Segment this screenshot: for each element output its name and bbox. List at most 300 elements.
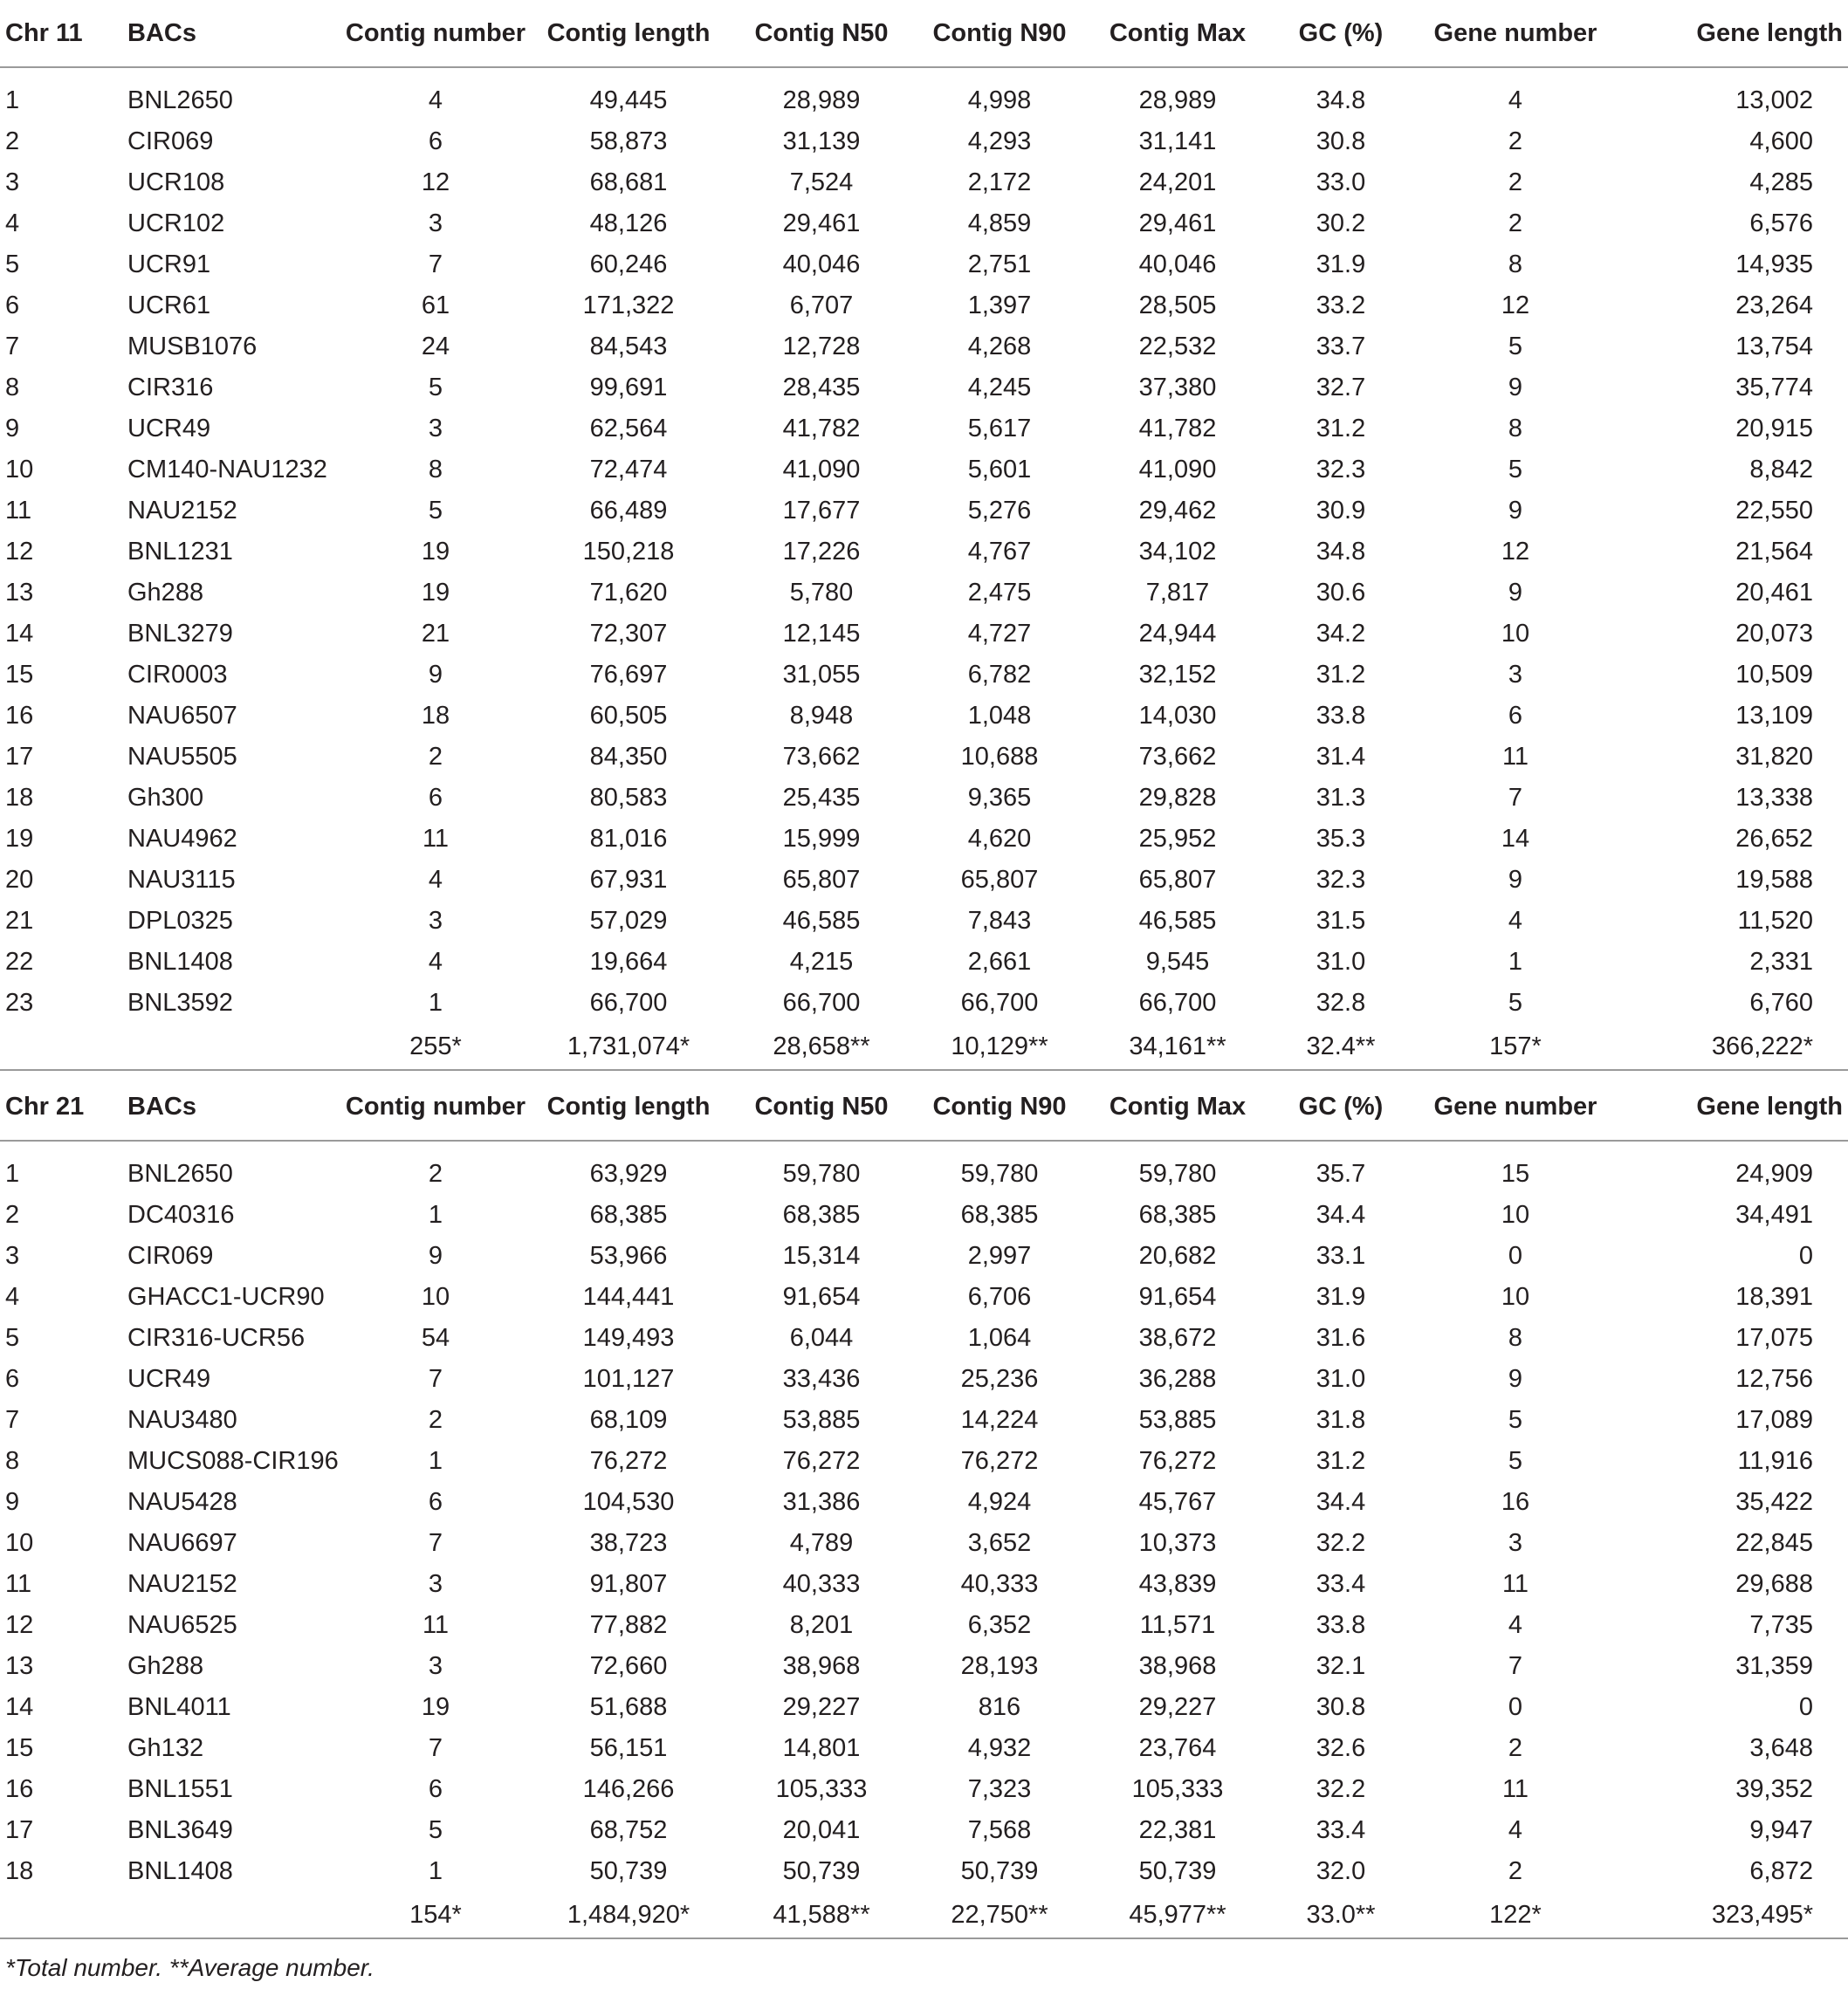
- contig-number-cell: 4: [428, 86, 443, 114]
- contig-n50-cell: 53,885: [782, 1406, 861, 1434]
- bac-cell: Gh288: [127, 579, 204, 607]
- contig-max-cell: 53,885: [1138, 1406, 1217, 1434]
- contig-max-cell: 38,672: [1138, 1324, 1217, 1352]
- row-number-cell: 2: [5, 127, 20, 155]
- contig-max-cell: 29,227: [1138, 1693, 1217, 1721]
- gene-number-cell: 14: [1501, 825, 1530, 853]
- gene-length-cell: 0: [1798, 1693, 1813, 1721]
- contig-n50-cell: 31,055: [782, 661, 861, 689]
- bac-cell: BNL2650: [127, 1160, 233, 1188]
- contig-n50-cell: 46,585: [782, 907, 861, 935]
- row-number-cell: 8: [5, 1447, 20, 1475]
- table-row: [0, 1359, 1848, 1400]
- contig-length-cell: 104,530: [582, 1488, 675, 1516]
- contig-length-cell: 19,664: [589, 948, 668, 976]
- row-number-cell: 7: [5, 333, 20, 360]
- row-number-cell: 8: [5, 374, 20, 401]
- contig-length-cell: 171,322: [582, 291, 675, 319]
- contig-n50-cell: 68,385: [782, 1201, 861, 1229]
- contig-n50-cell: 59,780: [782, 1160, 861, 1188]
- row-number-cell: 15: [5, 661, 34, 689]
- gc-cell: 31.0: [1316, 948, 1366, 976]
- contig-n90-cell: 6,352: [967, 1611, 1032, 1639]
- contig-n90-cell: 5,276: [967, 497, 1032, 525]
- contig-max-cell: 45,767: [1138, 1488, 1217, 1516]
- table-row: [0, 942, 1848, 983]
- gc-cell: 30.8: [1316, 127, 1366, 155]
- contig-n90-cell: 4,727: [967, 620, 1032, 648]
- gene-number-cell: 16: [1501, 1488, 1530, 1516]
- bac-cell: BNL1408: [127, 1857, 233, 1885]
- bac-cell: BNL1408: [127, 948, 233, 976]
- gene-length-cell: 6,760: [1749, 989, 1813, 1017]
- total-row-number-cell: [0, 1892, 127, 1938]
- row-number-cell: 17: [5, 1816, 34, 1844]
- gene-number-cell: 2: [1508, 209, 1523, 237]
- contig-n50-header: Contig N50: [728, 1073, 915, 1141]
- bac-cell: CIR069: [127, 127, 214, 155]
- contig-max-cell: 7,817: [1145, 579, 1210, 607]
- contig-max-cell: 24,944: [1138, 620, 1217, 648]
- bac-cell: CIR0003: [127, 661, 228, 689]
- bac-cell: DPL0325: [127, 907, 233, 935]
- contig-number-cell: 3: [428, 209, 443, 237]
- bac-cell: BNL2650: [127, 86, 233, 114]
- gc-cell: 32.2: [1316, 1775, 1366, 1803]
- bac-cell: BNL1551: [127, 1775, 233, 1803]
- contig-number-header: Contig number: [342, 0, 529, 67]
- contig-n90-cell: 4,924: [967, 1488, 1032, 1516]
- gene-length-cell: 14,935: [1735, 250, 1813, 278]
- gene-length-cell: 6,872: [1749, 1857, 1813, 1885]
- gene-length-cell: 31,820: [1735, 743, 1813, 771]
- contig-length-cell: 144,441: [582, 1283, 675, 1311]
- gene-length-cell: 18,391: [1735, 1283, 1813, 1311]
- contig-n90-cell: 6,706: [967, 1283, 1032, 1311]
- contig-n90-cell: 68,385: [960, 1201, 1039, 1229]
- table-row: [0, 1687, 1848, 1728]
- gc-cell: 30.9: [1316, 497, 1366, 525]
- contig-number-cell: 61: [421, 291, 450, 319]
- contig-length-cell: 149,493: [582, 1324, 675, 1352]
- contig-n50-cell: 6,707: [789, 291, 854, 319]
- gene-length-cell: 22,550: [1735, 497, 1813, 525]
- contig-length-cell: 60,246: [589, 250, 668, 278]
- gc-cell: 31.2: [1316, 1447, 1366, 1475]
- table-row: [0, 408, 1848, 449]
- gene-length-cell: 29,688: [1735, 1570, 1813, 1598]
- gene-length-cell: 35,774: [1735, 374, 1813, 401]
- bac-cell: Gh300: [127, 784, 204, 812]
- contig-number-cell: 2: [428, 1406, 443, 1434]
- bac-cell: UCR102: [127, 209, 225, 237]
- total-gene-length-cell: 323,495*: [1620, 1892, 1848, 1938]
- bac-cell: UCR49: [127, 1365, 211, 1393]
- contig-number-cell: 7: [428, 1734, 443, 1762]
- gene-number-cell: 8: [1508, 250, 1523, 278]
- total-contig-length-cell: 1,484,920*: [529, 1892, 728, 1938]
- bac-cell: BNL4011: [127, 1693, 231, 1721]
- contig-n50-cell: 73,662: [782, 743, 861, 771]
- bac-cell: NAU5505: [127, 743, 237, 771]
- row-number-cell: 16: [5, 702, 34, 730]
- contig-n50-cell: 17,677: [782, 497, 861, 525]
- total-gene-length-cell: 366,222*: [1620, 1024, 1848, 1070]
- contig-n90-cell: 50,739: [960, 1857, 1039, 1885]
- contig-number-cell: 11: [422, 825, 450, 853]
- contig-max-cell: 65,807: [1138, 866, 1217, 894]
- contig-n90-cell: 4,268: [967, 333, 1032, 360]
- gene-number-cell: 9: [1508, 579, 1523, 607]
- gc-cell: 35.7: [1316, 1160, 1366, 1188]
- gene-number-cell: 3: [1508, 661, 1523, 689]
- contig-length-cell: 84,543: [589, 333, 668, 360]
- contig-length-cell: 57,029: [589, 907, 668, 935]
- contig-max-cell: 91,654: [1138, 1283, 1217, 1311]
- bac-cell: CIR069: [127, 1242, 214, 1270]
- gc-cell: 33.4: [1316, 1816, 1366, 1844]
- bac-cell: NAU2152: [127, 1570, 237, 1598]
- gc-cell: 31.2: [1316, 415, 1366, 442]
- gene-length-cell: 4,600: [1749, 127, 1813, 155]
- contig-length-cell: 68,109: [589, 1406, 668, 1434]
- contig-max-cell: 41,090: [1138, 456, 1217, 484]
- contig-n50-cell: 15,314: [782, 1242, 861, 1270]
- gene-length-cell: 21,564: [1735, 538, 1813, 566]
- bac-cell: UCR108: [127, 168, 225, 196]
- gc-header: GC (%): [1271, 1073, 1411, 1141]
- contig-n90-cell: 7,568: [967, 1816, 1032, 1844]
- contig-length-cell: 67,931: [589, 866, 668, 894]
- contig-number-cell: 3: [428, 415, 443, 442]
- bac-cell: NAU5428: [127, 1488, 237, 1516]
- gene-number-cell: 2: [1508, 1857, 1523, 1885]
- bac-cell: MUCS088-CIR196: [127, 1447, 339, 1475]
- bac-cell: BNL3279: [127, 620, 233, 648]
- contig-length-cell: 62,564: [589, 415, 668, 442]
- contig-length-cell: 58,873: [589, 127, 668, 155]
- contig-length-cell: 76,697: [589, 661, 668, 689]
- contig-length-cell: 71,620: [589, 579, 668, 607]
- contig-length-cell: 81,016: [589, 825, 668, 853]
- contig-length-cell: 68,681: [589, 168, 668, 196]
- contig-max-cell: 14,030: [1138, 702, 1217, 730]
- contig-n90-cell: 5,617: [967, 415, 1032, 442]
- gene-length-cell: 17,089: [1735, 1406, 1813, 1434]
- contig-n50-cell: 7,524: [789, 168, 854, 196]
- total-gene-number-cell: 122*: [1411, 1892, 1620, 1938]
- contig-max-cell: 11,571: [1139, 1611, 1216, 1639]
- table-row: [0, 1605, 1848, 1646]
- table-row: [0, 1564, 1848, 1605]
- row-number-cell: 13: [5, 1652, 34, 1680]
- bac-cell: NAU6525: [127, 1611, 237, 1639]
- gene-length-cell: 31,359: [1735, 1652, 1813, 1680]
- gene-length-cell: 13,109: [1735, 702, 1813, 730]
- gc-cell: 32.2: [1316, 1529, 1366, 1557]
- gene-length-cell: 34,491: [1735, 1201, 1813, 1229]
- contig-n50-cell: 14,801: [782, 1734, 861, 1762]
- gene-number-cell: 0: [1508, 1693, 1523, 1721]
- contig-number-cell: 3: [428, 907, 443, 935]
- row-number-cell: 17: [5, 743, 34, 771]
- table-row: [0, 737, 1848, 778]
- contig-number-cell: 54: [421, 1324, 450, 1352]
- gc-cell: 34.2: [1316, 620, 1366, 648]
- table-row: [0, 860, 1848, 901]
- gc-cell: 31.6: [1316, 1324, 1366, 1352]
- gene-number-cell: 4: [1508, 86, 1523, 114]
- row-number-cell: 5: [5, 250, 20, 278]
- contig-length-cell: 53,966: [589, 1242, 668, 1270]
- contig-max-cell: 20,682: [1138, 1242, 1217, 1270]
- gene-length-cell: 35,422: [1735, 1488, 1813, 1516]
- row-number-cell: 10: [5, 1529, 34, 1557]
- row-number-cell: 6: [5, 1365, 20, 1393]
- total-gc-cell: 33.0**: [1271, 1892, 1411, 1938]
- gene-number-cell: 9: [1508, 866, 1523, 894]
- contig-max-cell: 25,952: [1138, 825, 1217, 853]
- contig-max-cell: 34,102: [1138, 538, 1217, 566]
- total-contig-n50-cell: 41,588**: [728, 1892, 915, 1938]
- table-row: [0, 1728, 1848, 1769]
- gene-number-header: Gene number: [1411, 0, 1620, 67]
- contig-max-cell: 28,989: [1138, 86, 1217, 114]
- contig-n90-cell: 2,997: [967, 1242, 1032, 1270]
- total-contig-max-cell: 45,977**: [1084, 1892, 1271, 1938]
- gene-number-cell: 2: [1508, 1734, 1523, 1762]
- bac-cell: UCR49: [127, 415, 211, 442]
- table-row: [0, 162, 1848, 203]
- table-row: [0, 121, 1848, 162]
- contig-length-cell: 77,882: [589, 1611, 668, 1639]
- table-row: [0, 778, 1848, 819]
- contig-length-cell: 38,723: [589, 1529, 668, 1557]
- gene-length-cell: 11,916: [1737, 1447, 1813, 1475]
- row-number-cell: 18: [5, 1857, 34, 1885]
- contig-n50-cell: 29,227: [782, 1693, 861, 1721]
- gene-length-cell: 7,735: [1749, 1611, 1813, 1639]
- contig-number-cell: 7: [428, 1529, 443, 1557]
- row-number-cell: 4: [5, 1283, 20, 1311]
- contig-n50-cell: 28,435: [782, 374, 861, 401]
- gene-length-cell: 2,331: [1749, 948, 1813, 976]
- row-number-cell: 12: [5, 1611, 34, 1639]
- gc-cell: 34.8: [1316, 538, 1366, 566]
- contig-max-cell: 32,152: [1138, 661, 1217, 689]
- contig-max-cell: 22,532: [1138, 333, 1217, 360]
- contig-number-cell: 1: [428, 1447, 443, 1475]
- gene-number-cell: 8: [1508, 415, 1523, 442]
- table-row: [0, 614, 1848, 655]
- contig-n90-cell: 2,475: [967, 579, 1032, 607]
- gc-cell: 32.1: [1316, 1652, 1366, 1680]
- contig-max-cell: 24,201: [1138, 168, 1217, 196]
- contig-n50-cell: 12,728: [782, 333, 861, 360]
- totals-row: [0, 1892, 1848, 1938]
- contig-number-cell: 6: [428, 1488, 443, 1516]
- total-contig-n50-cell: 28,658**: [728, 1024, 915, 1070]
- total-contig-n90-cell: 10,129**: [915, 1024, 1084, 1070]
- contig-length-cell: 51,688: [589, 1693, 668, 1721]
- contig-number-cell: 1: [428, 989, 443, 1017]
- contig-max-cell: 28,505: [1138, 291, 1217, 319]
- gene-length-cell: 23,264: [1735, 291, 1813, 319]
- gene-length-cell: 19,588: [1735, 866, 1813, 894]
- table-row: [0, 1441, 1848, 1482]
- bac-cell: MUSB1076: [127, 333, 258, 360]
- bacs-header: BACs: [127, 1073, 342, 1141]
- gc-cell: 34.8: [1316, 86, 1366, 114]
- gc-cell: 32.3: [1316, 866, 1366, 894]
- gc-cell: 30.6: [1316, 579, 1366, 607]
- gc-cell: 31.8: [1316, 1406, 1366, 1434]
- contig-n90-cell: 10,688: [960, 743, 1039, 771]
- contig-max-cell: 10,373: [1138, 1529, 1217, 1557]
- contig-n90-header: Contig N90: [915, 1073, 1084, 1141]
- row-number-cell: 22: [5, 948, 34, 976]
- contig-number-cell: 2: [428, 743, 443, 771]
- row-number-cell: 18: [5, 784, 34, 812]
- gene-number-cell: 5: [1508, 456, 1523, 484]
- contig-n50-cell: 66,700: [782, 989, 861, 1017]
- contig-n90-cell: 4,998: [967, 86, 1032, 114]
- total-gc-cell: 32.4**: [1271, 1024, 1411, 1070]
- gene-length-cell: 8,842: [1749, 456, 1813, 484]
- table-row: [0, 1195, 1848, 1236]
- table-row: [0, 1646, 1848, 1687]
- gc-header: GC (%): [1271, 0, 1411, 67]
- gene-length-cell: 0: [1798, 1242, 1813, 1270]
- gene-length-cell: 4,285: [1749, 168, 1813, 196]
- contig-number-cell: 4: [428, 948, 443, 976]
- contig-number-cell: 7: [428, 1365, 443, 1393]
- table-row: [0, 696, 1848, 737]
- contig-number-cell: 3: [428, 1570, 443, 1598]
- contig-number-cell: 6: [428, 1775, 443, 1803]
- gene-length-cell: 20,461: [1735, 579, 1813, 607]
- contig-number-cell: 1: [428, 1201, 443, 1229]
- gc-cell: 30.2: [1316, 209, 1366, 237]
- gc-cell: 35.3: [1316, 825, 1366, 853]
- table-row: [0, 490, 1848, 532]
- contig-max-cell: 46,585: [1138, 907, 1217, 935]
- table-row: [0, 1236, 1848, 1277]
- contig-n90-header: Contig N90: [915, 0, 1084, 67]
- contig-length-cell: 84,350: [589, 743, 668, 771]
- contig-max-cell: 31,141: [1138, 127, 1217, 155]
- table-row: [0, 1810, 1848, 1851]
- contig-max-cell: 66,700: [1138, 989, 1217, 1017]
- contig-max-cell: 37,380: [1138, 374, 1217, 401]
- table-row: [0, 449, 1848, 490]
- contig-n50-cell: 4,789: [789, 1529, 854, 1557]
- row-number-cell: 6: [5, 291, 20, 319]
- contig-n90-cell: 9,365: [967, 784, 1032, 812]
- gene-number-cell: 5: [1508, 333, 1523, 360]
- row-number-cell: 13: [5, 579, 34, 607]
- contig-max-cell: 105,333: [1131, 1775, 1224, 1803]
- total-bac-cell: [127, 1024, 342, 1070]
- contig-max-header: Contig Max: [1084, 0, 1271, 67]
- table-row: [0, 1851, 1848, 1892]
- contig-number-cell: 4: [428, 866, 443, 894]
- header-row: [0, 1073, 1848, 1141]
- contig-n50-cell: 6,044: [789, 1324, 854, 1352]
- row-number-cell: 2: [5, 1201, 20, 1229]
- contig-n50-cell: 41,090: [782, 456, 861, 484]
- bac-cell: CIR316-UCR56: [127, 1324, 306, 1352]
- contig-length-header: Contig length: [529, 0, 728, 67]
- gene-length-header: Gene length: [1620, 0, 1848, 67]
- gene-number-cell: 11: [1501, 743, 1529, 771]
- gene-length-cell: 22,845: [1735, 1529, 1813, 1557]
- gc-cell: 33.2: [1316, 291, 1366, 319]
- gc-cell: 32.7: [1316, 374, 1366, 401]
- gene-number-cell: 6: [1508, 702, 1523, 730]
- contig-n50-cell: 15,999: [782, 825, 861, 853]
- table-row: [0, 1277, 1848, 1318]
- gc-cell: 34.4: [1316, 1201, 1366, 1229]
- row-number-cell: 11: [5, 1570, 32, 1598]
- gene-length-cell: 13,754: [1735, 333, 1813, 360]
- gc-cell: 31.5: [1316, 907, 1366, 935]
- gene-number-cell: 10: [1501, 1283, 1530, 1311]
- gene-number-cell: 8: [1508, 1324, 1523, 1352]
- contig-n90-cell: 25,236: [960, 1365, 1039, 1393]
- contig-number-cell: 19: [421, 538, 450, 566]
- table-row: [0, 1769, 1848, 1810]
- contig-max-cell: 43,839: [1138, 1570, 1217, 1598]
- total-contig-n90-cell: 22,750**: [915, 1892, 1084, 1938]
- table-row: [0, 1482, 1848, 1523]
- gene-number-cell: 9: [1508, 374, 1523, 401]
- contig-n50-header: Contig N50: [728, 0, 915, 67]
- contig-number-cell: 19: [421, 579, 450, 607]
- gene-length-cell: 10,509: [1735, 661, 1813, 689]
- gene-length-cell: 12,756: [1735, 1365, 1813, 1393]
- bac-cell: UCR91: [127, 250, 211, 278]
- contig-n90-cell: 59,780: [960, 1160, 1039, 1188]
- bacs-header: BACs: [127, 0, 342, 67]
- chr-header: Chr 11: [0, 0, 127, 67]
- gene-length-cell: 17,075: [1735, 1324, 1813, 1352]
- contig-number-cell: 5: [428, 497, 443, 525]
- contig-length-cell: 68,385: [589, 1201, 668, 1229]
- gene-number-cell: 5: [1508, 989, 1523, 1017]
- gene-number-cell: 7: [1508, 784, 1523, 812]
- bac-cell: NAU3115: [127, 866, 236, 894]
- contig-length-cell: 48,126: [589, 209, 668, 237]
- totals-row: [0, 1024, 1848, 1070]
- contig-max-cell: 36,288: [1138, 1365, 1217, 1393]
- table-row: [0, 326, 1848, 367]
- gene-length-cell: 20,915: [1735, 415, 1813, 442]
- bac-cell: Gh288: [127, 1652, 204, 1680]
- contig-length-cell: 150,218: [582, 538, 675, 566]
- row-number-cell: 3: [5, 168, 20, 196]
- contig-number-cell: 5: [428, 1816, 443, 1844]
- gene-number-cell: 4: [1508, 1611, 1523, 1639]
- bac-cell: UCR61: [127, 291, 211, 319]
- contig-max-cell: 73,662: [1138, 743, 1217, 771]
- contig-n50-cell: 31,139: [782, 127, 861, 155]
- bac-cell: CIR316: [127, 374, 214, 401]
- contig-n90-cell: 4,245: [967, 374, 1032, 401]
- contig-number-cell: 6: [428, 127, 443, 155]
- gene-number-cell: 5: [1508, 1447, 1523, 1475]
- contig-n90-cell: 1,048: [967, 702, 1032, 730]
